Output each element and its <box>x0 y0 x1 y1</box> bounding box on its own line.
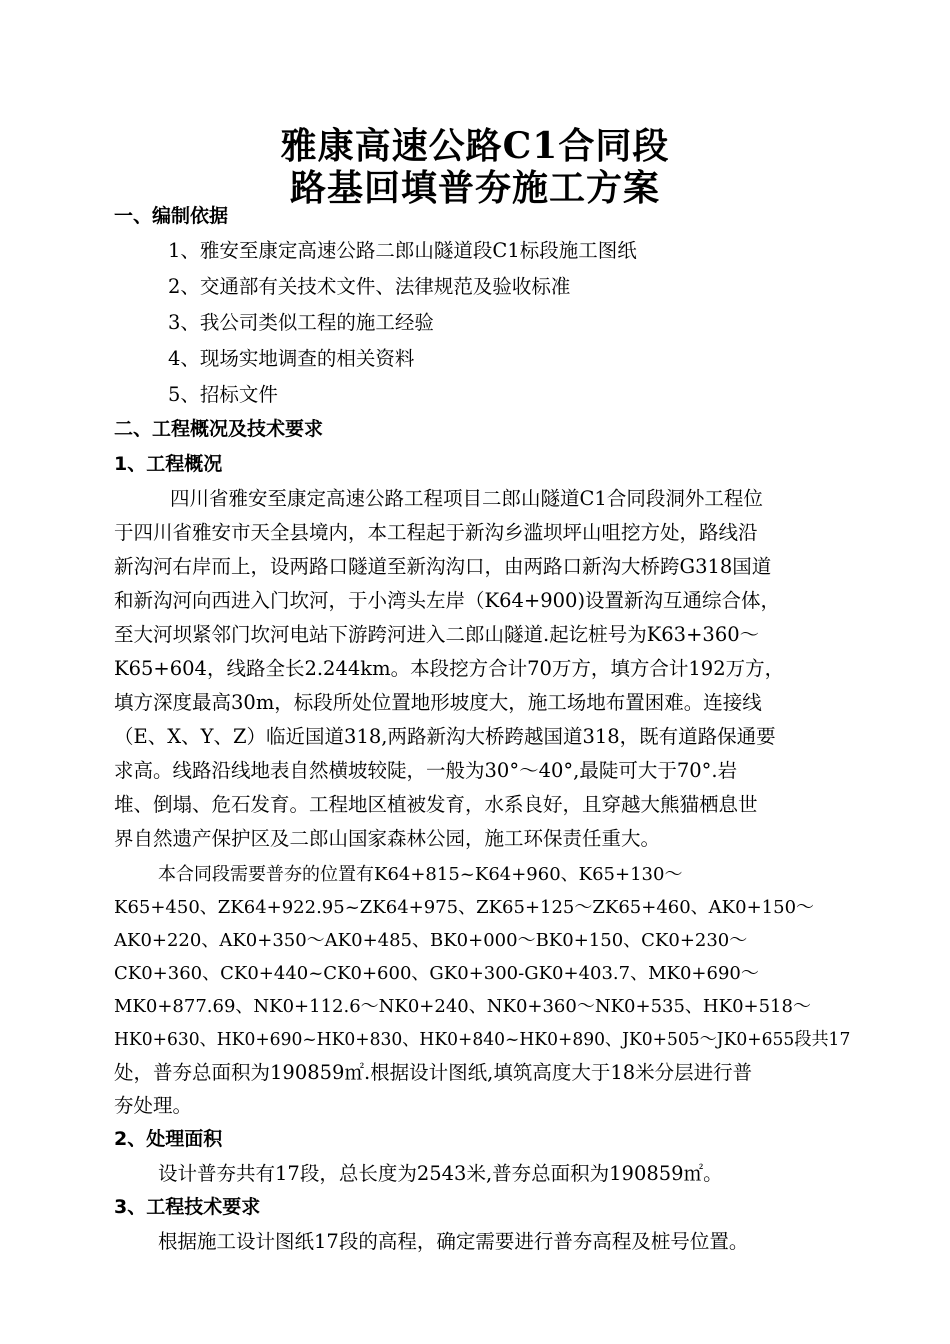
paragraph-line: 求高。线路沿线地表自然横坡较陡，一般为30°～40°,最陡可大于70°.岩 <box>114 759 738 782</box>
paragraph-line: （E、X、Y、Z）临近国道318,两路新沟大桥跨越国道318，既有道路保通要 <box>114 725 776 748</box>
paragraph-line: 四川省雅安至康定高速公路工程项目二郎山隧道C1合同段洞外工程位 <box>170 487 763 510</box>
basis-item: 5、招标文件 <box>168 383 278 406</box>
subsection-heading-area: 2、处理面积 <box>114 1128 223 1150</box>
basis-item: 1、雅安至康定高速公路二郎山隧道段C1标段施工图纸 <box>168 239 637 262</box>
paragraph-line: 夯处理。 <box>114 1094 193 1117</box>
paragraph-line: K65+450、ZK64+922.95~ZK64+975、ZK65+125～ZK65+460、AK0+150～ <box>114 897 815 918</box>
paragraph-line: 至大河坝紧邻门坎河电站下游跨河进入二郎山隧道.起讫桩号为K63+360～ <box>114 623 760 646</box>
basis-item: 4、现场实地调查的相关资料 <box>168 347 415 370</box>
paragraph-line: 堆、倒塌、危石发育。工程地区植被发育，水系良好，且穿越大熊猫栖息世 <box>114 793 758 816</box>
basis-item: 3、我公司类似工程的施工经验 <box>168 311 434 334</box>
paragraph-line: HK0+630、HK0+690~HK0+830、HK0+840~HK0+890、JK0+505～JK0+655段共17 <box>114 1029 851 1050</box>
requirements-text: 根据施工设计图纸17段的高程，确定需要进行普夯高程及桩号位置。 <box>158 1230 749 1253</box>
document-title-line1: 雅康高速公路C1合同段 <box>280 125 670 167</box>
document-title-line2: 路基回填普夯施工方案 <box>289 167 660 209</box>
paragraph-line: K65+604，线路全长2.244km。本段挖方合计70万方，填方合计192万方， <box>114 657 785 680</box>
paragraph-line: 处，普夯总面积为190859㎡.根据设计图纸,填筑高度大于18米分层进行普 <box>114 1061 753 1084</box>
paragraph-line: 填方深度最高30m，标段所处位置地形坡度大，施工场地布置困难。连接线 <box>114 691 762 714</box>
section-heading-basis: 一、编制依据 <box>114 205 229 227</box>
paragraph-line: 和新沟河向西进入门坎河，于小湾头左岸（K64+900)设置新沟互通综合体， <box>114 589 781 612</box>
paragraph-line: 本合同段需要普夯的位置有K64+815~K64+960、K65+130～ <box>158 864 683 885</box>
paragraph-line: 新沟河右岸而上，设两路口隧道至新沟沟口，由两路口新沟大桥跨G318国道 <box>114 555 772 578</box>
paragraph-line: 界自然遗产保护区及二郎山国家森林公园，施工环保责任重大。 <box>114 827 661 850</box>
area-text: 设计普夯共有17段，总长度为2543米,普夯总面积为190859㎡。 <box>158 1162 723 1185</box>
paragraph-line: 于四川省雅安市天全县境内，本工程起于新沟乡滥坝坪山咀挖方处，路线沿 <box>114 521 758 544</box>
paragraph-line: AK0+220、AK0+350～AK0+485、BK0+000～BK0+150、CK0+230～ <box>114 930 748 951</box>
paragraph-line: MK0+877.69、NK0+112.6～NK0+240、NK0+360～NK0+535、HK0+518～ <box>114 996 811 1017</box>
subsection-heading-requirements: 3、工程技术要求 <box>114 1196 261 1218</box>
basis-item: 2、交通部有关技术文件、法律规范及验收标准 <box>168 275 571 298</box>
subsection-heading-overview: 1、工程概况 <box>114 453 223 475</box>
paragraph-line: CK0+360、CK0+440~CK0+600、GK0+300-GK0+403.7、MK0+690～ <box>114 963 759 984</box>
section-heading-overview-requirements: 二、工程概况及技术要求 <box>114 418 324 440</box>
